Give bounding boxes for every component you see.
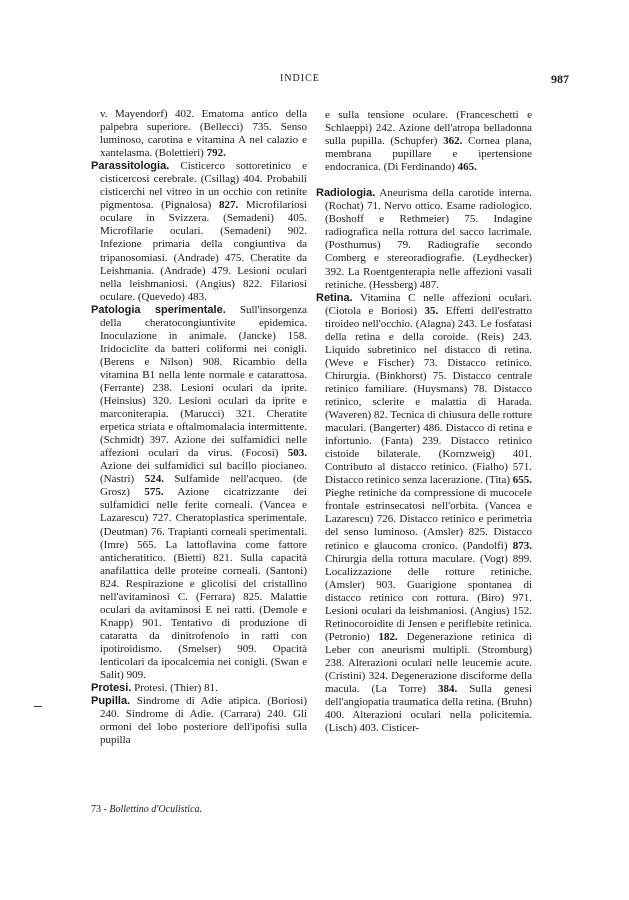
index-entry-retina <box>316 292 532 736</box>
entry-text: Azione cicatrizzante dei sulfamidici nelle ferite corneali. (Vancea e Lazarescu) 727. Cheratoplastica sperimentale. (Deutman) 76. Trapianti corneali sperimentali. (Imre) 565. La lattoflavina come fattore anticheratitico. (Bietti) 821. Sulla capacità anafilattica delle proteine corneali. (Santoni) 824. Respirazione e glicolisi del cristallino nell'avitaminosi C. (Ferrara) 825. Malattie oculari da avitaminosi E nei ratti. (Demole e Knapp) 901. Tentativo di produzione di cataratta da dinitrofenolo in ratti con ipotiroidismo. (Smelser) 909. Opacità lenticolari da ipocalcemia nei conigli. (Swan e Salit) 909. <box>100 486 307 682</box>
entry-text: Cornea plana, membrana pupillare e ipertensione endocranica. (Di Ferdinando) <box>325 135 532 174</box>
entry-heading: Pupilla. <box>91 695 131 708</box>
bold-page-ref: 792. <box>206 147 226 160</box>
right-column <box>316 109 532 735</box>
index-entry-protesi <box>91 682 307 695</box>
footer-signature <box>91 804 202 815</box>
entry-text: Microfilariosi oculare in Svizzera. (Semadeni) 405. Microfilarie oculari. (Semadeni) 902. Infezione primaria della congiuntiva da tripanosomiasi. (Andrade) 475. Cheratite da Leishmania. (Andrade) 479. Lesioni oculari nella leishmaniosi. (Angius) 822. Filariosi oculare. (Quevedo) 483. <box>100 199 307 303</box>
entry-text: Vitamina C nelle affezioni oculari. (Ciotola e Boriosi) <box>325 291 532 317</box>
entry-text: e sulla tensione oculare. (Franceschetti e Schlaeppi) 242. Azione dell'atropa belladonna sulla pupilla. (Schupfer) <box>325 109 532 148</box>
index-entry-continuation <box>316 109 532 174</box>
bold-page-ref: 655. <box>512 474 532 487</box>
entry-text: Azione dei sulfamidici sul bacillo piocianeo. (Nastri) <box>100 460 307 486</box>
entry-heading: Radiologia. <box>316 187 376 200</box>
bold-page-ref: 362. <box>443 135 463 148</box>
journal-title: Bollettino d'Oculistica. <box>109 804 203 815</box>
entry-heading: Parassitologia. <box>91 160 170 173</box>
index-entry-radiologia <box>316 187 532 291</box>
index-entry-continuation <box>91 108 307 160</box>
entry-text: v. Mayendorf) 402. Ematoma antico della palpebra superiore. (Bellecci) 735. Senso luminoso, carotina e vitamina A nel calazio e xantelasma. (Bolettieri) <box>100 108 307 160</box>
entry-text: Sulfamide nell'acqueo. (de Grosz) <box>100 473 307 499</box>
entry-text: Effetti dell'estratto tiroideo nell'occhio. (Alagna) 243. Le fosfatasi della retina e della coroide. (Reis) 243. Liquido subretinico nel distacco di retina. (Weve e Fischer) 73. Distacco retinico. Chirurgia. (Binkhorst) 75. Distacco centrale retinico familiare. (Huysmans) 78. Distacco retinico, sclerite e malattia di Harada. (Waveren) 82. Tecnica di chiusura delle rotture maculari. (Bangerter) 486. Distacco di retina e infortunio. (Fanta) 239. Distacco retinico cistoide bilaterale. (Kornzweig) 401. Contributo al distacco retinico. (Fialho) 571. Distacco retinico senza lacerazione. (Tita) <box>325 304 532 487</box>
entry-text: Aneurisma della carotide interna. (Rochat) 71. Nervo ottico. Esame radiologico. (Boshoff e Rethmeier) 75. Indagine radiografica nella rottura del sacco lacrimale. (Posthumus) 79. Radiografie secondo Comberg e stereoradiografie. (Leydhecker) 392. La Roentgenterapia nelle affezioni vasali retiniche. (Hessberg) 487. <box>325 187 532 291</box>
entry-heading: Retina. <box>316 291 353 304</box>
bold-page-ref: 873. <box>512 539 532 552</box>
signature-number: 73 - <box>91 804 107 815</box>
bold-page-ref: 182. <box>378 630 398 643</box>
entry-text: Pieghe retiniche da compressione di mucocele frontale estrinsecatosi nell'orbita. (Vancea e Lazarescu) 726. Distacco retinico e perimetria del senso luminoso. (Amsler) 825. Distacco retinico e glaucoma cronico. (Pandolfi) <box>325 487 532 552</box>
page-header <box>0 73 629 89</box>
bold-page-ref: 827. <box>218 199 239 212</box>
entry-text: Sulla genesi dell'angiopatia traumatica della retina. (Bruhn) 400. Alterazioni oculari nella policitemia. (Lisch) 403. Cisticer- <box>325 683 532 735</box>
bold-page-ref: 384. <box>437 683 458 696</box>
margin-mark <box>34 706 42 707</box>
entry-text: Protesi. (Thier) 81. <box>131 682 218 695</box>
entry-text: Degenerazione retinica di Leber con aneurismi multipli. (Stromburg) 238. Alterazioni oculari nelle leucemie acute. (Cristini) 324. Degenerazione disciforme della macula. (La Torre) <box>325 630 532 696</box>
entry-text: Cisticerco sottoretinico e cisticercosi cerebrale. (Csillag) 404. Probabili cisticerchi nel vitreo in un occhio con retinite pigmentosa. (Pignalosa) <box>100 160 307 212</box>
bold-page-ref: 35. <box>424 304 439 317</box>
index-entry-pupilla <box>91 695 307 747</box>
entry-text: Sindrome di Adie atipica. (Boriosi) 240. Sindrome di Adie. (Carrara) 240. Gli ormoni del lobo posteriore dell'ipofisi sulla pupilla <box>100 695 307 747</box>
page-number: 987 <box>551 72 569 86</box>
bold-page-ref: 524. <box>144 473 164 486</box>
entry-text: Sull'insorgenza della cheratocongiuntivite epidemica. Inoculazione in animale. (Jancke) 158. Iridociclite da batteri coliformi nei conigli. (Berens e Nilson) 908. Ricambio della vitamina B1 nella lente normale e catarattosa. (Ferrante) 238. Lesioni oculari da iprite. (Heinsius) 320. Lesioni oculari da iprite e marconiterapia. (Marucci) 321. Cheratite erpetica striata e oftalmomalacia intermittente. (Schmidt) 397. Azione dei sulfamidici nelle affezioni oculari da virus. (Focosi) <box>100 303 307 460</box>
index-entry-patologia-sperimentale <box>91 304 307 682</box>
bold-page-ref: 575. <box>144 486 164 499</box>
index-entry-parassitologia <box>91 160 307 304</box>
bold-page-ref: 465. <box>457 161 477 174</box>
entry-heading: Protesi. <box>91 682 132 695</box>
section-gap <box>316 174 532 187</box>
entry-text: Chirurgia della rottura maculare. (Vogt) 899. Localizzazione delle rotture retiniche. (Amsler) 903. Guarigione spontanea di distacco retinico con rottura. (Biro) 971. Lesioni oculari da leishmaniosi. (Angius) 152. Retinocoroidite di Jensen e periflebite retinica. (Petronio) <box>325 552 532 643</box>
left-column <box>91 108 307 747</box>
running-head: INDICE <box>280 73 320 84</box>
entry-heading: Patologia sperimentale. <box>91 303 226 316</box>
bold-page-ref: 503. <box>287 447 307 460</box>
